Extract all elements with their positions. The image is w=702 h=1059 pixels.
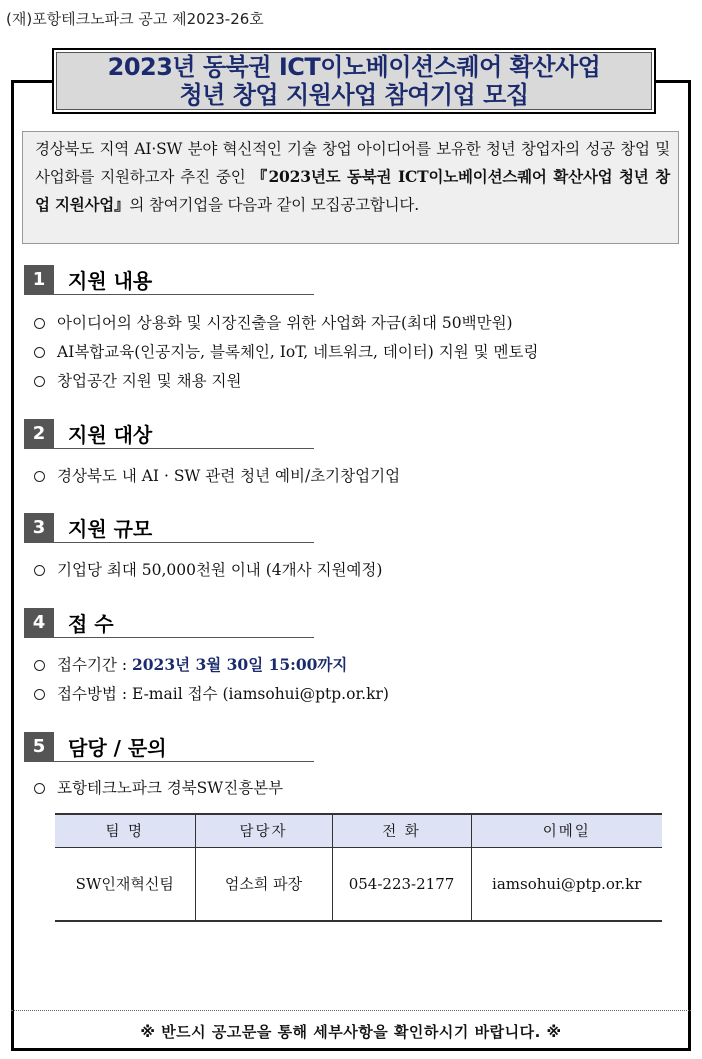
section-number: 5 [24, 732, 54, 762]
section-number: 4 [24, 608, 54, 638]
column-header-phone: 전 화 [332, 814, 471, 847]
cell-team: SW인재혁신팀 [55, 847, 195, 921]
contact-table [55, 813, 662, 922]
circle-bullet-icon [34, 471, 45, 482]
column-header-manager: 담당자 [195, 814, 332, 847]
section-number: 1 [24, 265, 54, 295]
cell-email[interactable]: iamsohui@ptp.or.kr [471, 847, 662, 921]
list-item: 포항테크노파크 경북SW진흥본부 [34, 778, 283, 798]
circle-bullet-icon [34, 783, 45, 794]
section-header-scale [24, 513, 314, 543]
list-item: 접수기간 : 2023년 3월 30일 15:00까지 [34, 655, 347, 675]
intro-text-1: 경상북도 지역 AI·SW 분야 혁신적인 기술 창업 아이디어를 보유한 청년 창업자의 성공 창업 및 사업화를 지원하고자 추진 중인 [35, 140, 670, 186]
title-line-2: 청년 창업 지원사업 참여기업 모집 [179, 81, 529, 109]
intro-text-2: 의 참여기업을 다음과 같이 모집공고합니다. [129, 196, 419, 214]
column-header-team: 팀 명 [55, 814, 195, 847]
column-header-email: 이메일 [471, 814, 662, 847]
circle-bullet-icon [34, 376, 45, 387]
cell-phone: 054-223-2177 [332, 847, 471, 921]
footer-note: ※ 반드시 공고문을 통해 세부사항을 확인하시기 바랍니다. ※ [11, 1010, 691, 1051]
circle-bullet-icon [34, 318, 45, 329]
section-title: 접 수 [68, 612, 114, 636]
list-item: AI복합교육(인공지능, 블록체인, IoT, 네트워크, 데이터) 지원 및 멘토링 [34, 342, 538, 362]
table-header-row [55, 814, 662, 847]
section-number: 3 [24, 513, 54, 543]
list-item: 아이디어의 상용화 및 시장진출을 위한 사업화 자금(최대 50백만원) [34, 313, 513, 333]
section-title: 지원 규모 [68, 517, 153, 541]
notice-number: (재)포항테크노파크 공고 제2023-26호 [6, 10, 264, 28]
list-item: 기업당 최대 50,000천원 이내 (4개사 지원예정) [34, 560, 382, 580]
section-header-target [24, 419, 314, 449]
section-title: 지원 대상 [68, 423, 153, 447]
table-row [55, 847, 662, 921]
list-item: 경상북도 내 AI · SW 관련 청년 예비/초기창업기업 [34, 466, 400, 486]
title-line-1: 2023년 동북권 ICT이노베이션스퀘어 확산사업 [107, 53, 601, 81]
circle-bullet-icon [34, 660, 45, 671]
reception-deadline: 2023년 3월 30일 15:00까지 [131, 655, 348, 674]
section-title: 담당 / 문의 [68, 736, 167, 760]
circle-bullet-icon [34, 689, 45, 700]
circle-bullet-icon [34, 565, 45, 576]
section-header-contact [24, 732, 314, 762]
section-title: 지원 내용 [68, 269, 153, 293]
section-number: 2 [24, 419, 54, 449]
section-header-support-content [24, 265, 314, 295]
intro-paragraph [22, 131, 679, 244]
cell-manager: 엄소희 파장 [195, 847, 332, 921]
list-item: 창업공간 지원 및 채용 지원 [34, 371, 241, 391]
circle-bullet-icon [34, 347, 45, 358]
intro-program-name: 『2023년도 동북권 ICT이노베이션스퀘어 확산사업 청년 창업 지원사업』 [35, 167, 670, 214]
title-box [52, 48, 656, 114]
list-item: 접수방법 : E-mail 접수 (iamsohui@ptp.or.kr) [34, 684, 389, 704]
section-header-reception [24, 608, 314, 638]
